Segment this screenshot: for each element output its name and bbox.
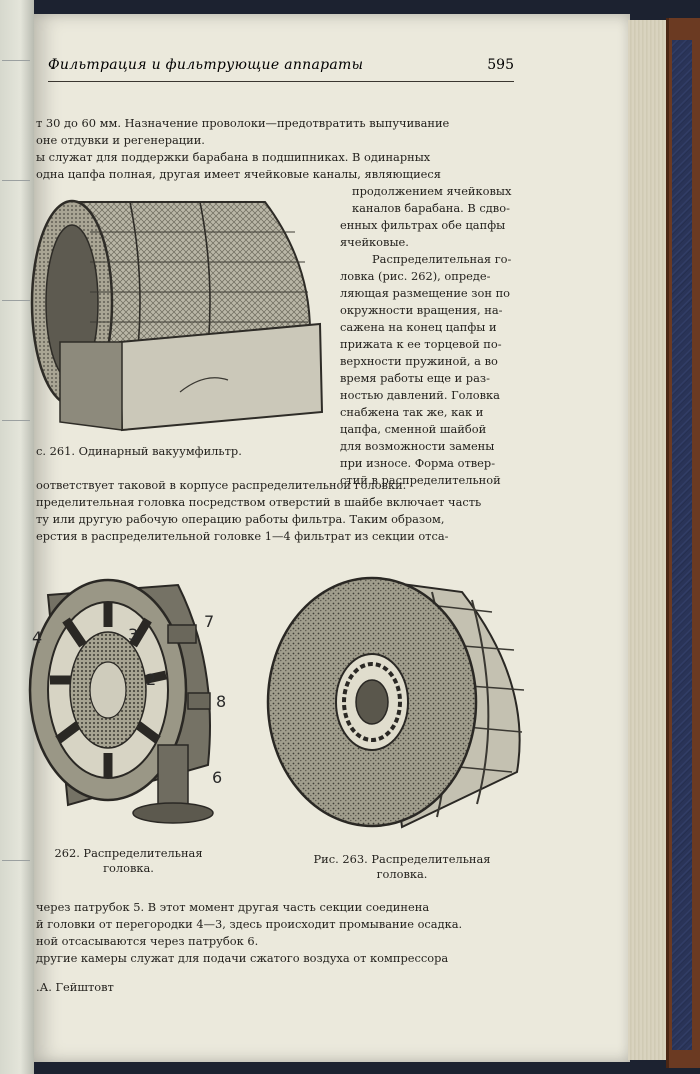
body-line: для возможности замены — [340, 439, 495, 453]
body-line: окружности вращения, на- — [340, 303, 503, 317]
figure-262-label: 3 — [128, 625, 139, 644]
body-line: ячейковые. — [340, 235, 409, 249]
body-line: т 30 до 60 мм. Назначение проволоки—предотвратить выпучивание — [36, 116, 450, 130]
body-line: ляющая размещение зон по — [340, 286, 511, 300]
body-line: Распределительная го- — [372, 252, 512, 266]
body-line: верхности пружиной, а во — [340, 354, 498, 368]
body-line: сажена на конец цапфы и — [340, 320, 497, 334]
body-line: снабжена так же, как и — [340, 405, 484, 419]
body-line: пределительная головка посредством отверстий в шайбе включает часть — [36, 495, 482, 509]
figure-262-label: 6 — [212, 768, 223, 787]
adjacent-left-page — [0, 0, 34, 1074]
figure-263-caption — [292, 852, 512, 882]
figure-262-caption-line: 262. Распределительная — [54, 846, 203, 860]
body-line: ту или другую рабочую операцию работы фильтра. Таким образом, — [36, 512, 445, 526]
body-line: ловка (рис. 262), опреде- — [340, 269, 491, 283]
figure-263-caption-line: Рис. 263. Распределительная — [313, 852, 491, 866]
body-line: продолжением ячейковых — [352, 184, 512, 198]
body-line: оне отдувки и регенерации. — [36, 133, 205, 147]
body-line: при износе. Форма отвер- — [340, 456, 496, 470]
body-line: время работы еще и раз- — [340, 371, 490, 385]
body-line: стий в распределительной — [340, 473, 501, 487]
figure-262-caption — [36, 846, 221, 876]
figure-262-caption-line: головка. — [103, 861, 154, 875]
body-line: й головки от перегородки 4—3, здесь происходит промывание осадка. — [36, 917, 463, 931]
body-line: другие камеры служат для подачи сжатого воздуха от компрессора — [36, 951, 449, 965]
figure-261-vacuum-filter — [30, 192, 330, 440]
page-number: 595 — [487, 57, 514, 73]
body-line: одна цапфа полная, другая имеет ячейковые каналы, являющиеся — [36, 167, 441, 181]
figure-262-label: 4 — [32, 628, 43, 647]
page-edges — [628, 20, 668, 1060]
figure-262-label: 7 — [204, 612, 215, 631]
footer-author: .А. Гейштовт — [36, 980, 114, 994]
body-line: ной отсасываются через патрубок 6. — [36, 934, 259, 948]
figure-263-caption-line: головка. — [376, 867, 428, 881]
body-line: ностью давлений. Головка — [340, 388, 500, 402]
body-line: оответствует таковой в корпусе распределительной головки. — [36, 478, 407, 492]
figure-262-label: 8 — [216, 692, 227, 711]
figure-262-label: 2 — [146, 670, 157, 689]
body-line: ы служат для поддержки барабана в подшипниках. В одинарных — [36, 150, 431, 164]
body-line: ерстия в распределительной головке 1—4 фильтрат из секции отса- — [36, 529, 449, 543]
cover-cloth — [672, 40, 692, 1050]
body-line: через патрубок 5. В этот момент другая часть секции соединена — [36, 900, 430, 914]
page-header — [48, 55, 514, 82]
body-line: енных фильтрах обе цапфы — [340, 218, 506, 232]
body-line: цапфа, сменной шайбой — [340, 422, 487, 436]
figure-261-caption: с. 261. Одинарный вакуумфильтр. — [36, 444, 242, 458]
figure-263-distributing-head — [262, 572, 534, 834]
body-line: прижата к ее торцевой по- — [340, 337, 502, 351]
running-title: Фильтрация и фильтрующие аппараты — [48, 57, 364, 73]
figure-262-distributing-head — [28, 565, 238, 835]
body-line: каналов барабана. В сдво- — [352, 201, 510, 215]
